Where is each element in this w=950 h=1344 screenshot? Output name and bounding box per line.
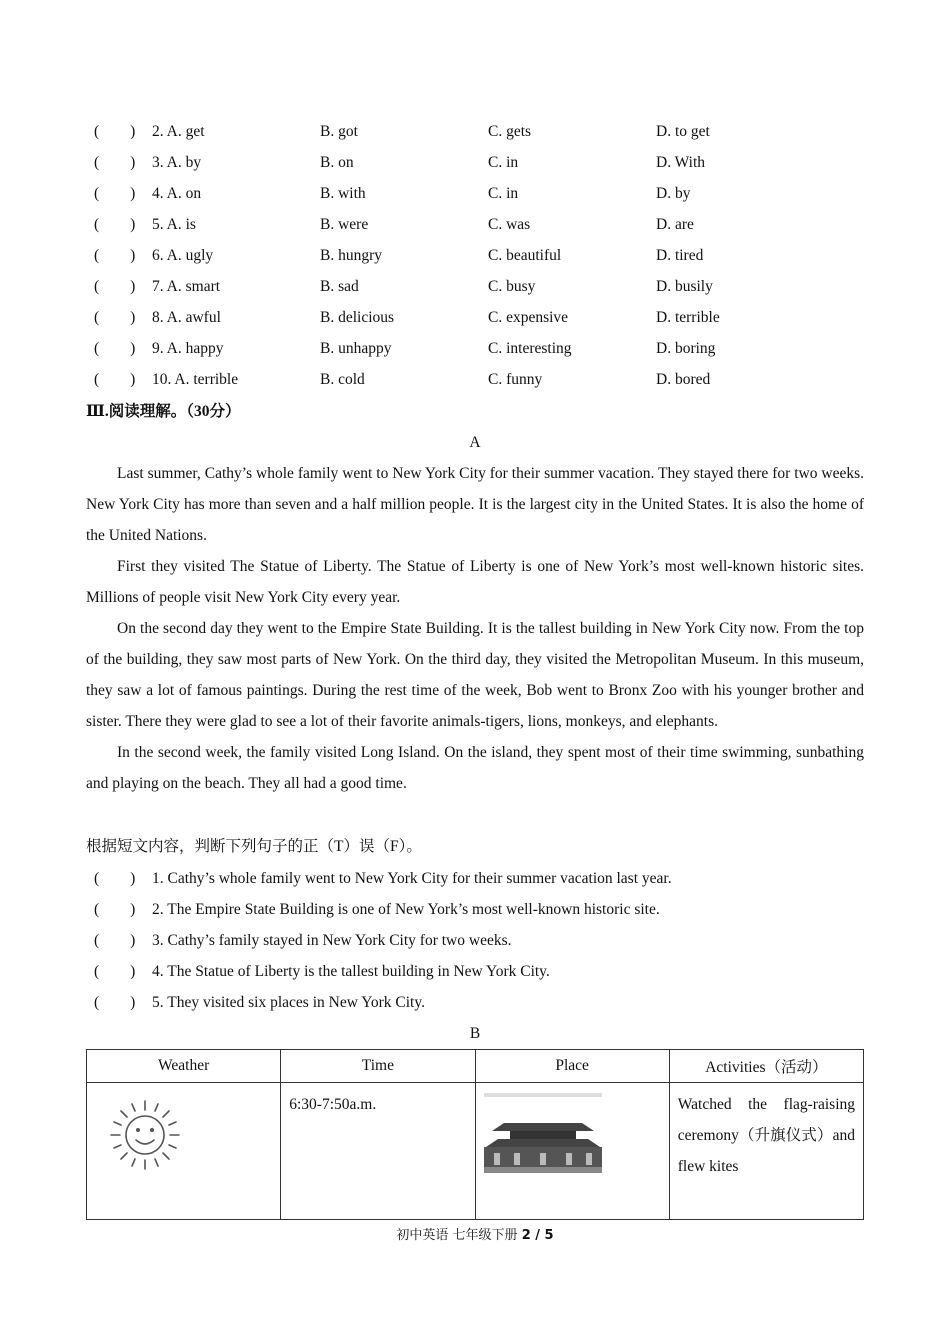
choice-row — [86, 364, 866, 395]
choice-d: D. busily — [656, 278, 713, 295]
tiananmen-image — [484, 1093, 602, 1173]
choice-b: B. sad — [320, 278, 359, 295]
choice-row — [86, 116, 866, 147]
question-text: 1. Cathy’s whole family went to New York City for their summer vacation last year. — [152, 870, 672, 887]
paragraph: On the second day they went to the Empire State Building. It is the tallest building in New York City now. From the top of the building, they saw most parts of New York. On the third day, they visited the Metropolitan Museum. In this museum, they saw a lot of famous paintings. During the rest time of the week, Bob went to Bronx Zoo with his younger brother and sister. There they were glad to see a lot of their favorite animals-tigers, lions, monkeys, and elephants. — [86, 620, 864, 730]
choice-d: D. tired — [656, 247, 704, 264]
answer-blank[interactable]: ( ) — [94, 309, 136, 326]
paragraph: Last summer, Cathy’s whole family went to New York City for their summer vacation. They stayed there for two weeks. New York City has more than seven and a half million people. It is the largest city in the United States. It is also the home of the United Nations. — [86, 465, 864, 544]
choice-b: B. hungry — [320, 247, 382, 264]
header-weather: Weather — [87, 1050, 281, 1083]
footer-subject: 初中英语 七年级下册 — [396, 1228, 522, 1243]
choice-a: 10. A. terrible — [152, 371, 239, 388]
header-time: Time — [281, 1050, 475, 1083]
choice-row — [86, 240, 866, 271]
choice-c: C. interesting — [488, 340, 572, 357]
choice-row — [86, 333, 866, 364]
paragraph: In the second week, the family visited Long Island. On the island, they spent most of their time swimming, sunbathing and playing on the beach. They all had a good time. — [86, 744, 864, 792]
page-number: 2 / 5 — [521, 1228, 554, 1243]
choice-row — [86, 209, 866, 240]
table-row — [87, 1083, 864, 1220]
answer-blank[interactable]: ( ) — [94, 901, 136, 918]
choice-d: D. With — [656, 154, 706, 171]
answer-blank[interactable]: ( ) — [94, 123, 136, 140]
choice-c: C. was — [488, 216, 531, 233]
choice-row — [86, 271, 866, 302]
choice-c: C. in — [488, 185, 519, 202]
choice-row — [86, 302, 866, 333]
choice-b: B. got — [320, 123, 358, 140]
answer-blank[interactable]: ( ) — [94, 154, 136, 171]
choice-row — [86, 147, 866, 178]
choice-d: D. by — [656, 185, 691, 202]
choice-a: 8. A. awful — [152, 309, 221, 326]
answer-blank[interactable]: ( ) — [94, 247, 136, 264]
choice-c: C. beautiful — [488, 247, 562, 264]
choice-d: D. are — [656, 216, 694, 233]
choice-a: 9. A. happy — [152, 340, 224, 357]
sun-icon — [105, 1095, 185, 1175]
question-text: 3. Cathy’s family stayed in New York City for two weeks. — [152, 932, 512, 949]
answer-blank[interactable]: ( ) — [94, 216, 136, 233]
activities-cell: Watched the flag-raising ceremony（升旗仪式）and flew kites — [669, 1083, 863, 1220]
choice-a: 4. A. on — [152, 185, 202, 202]
passage-a-label: A — [469, 434, 481, 451]
choice-row — [86, 178, 866, 209]
choice-a: 2. A. get — [152, 123, 205, 140]
instruction: 根据短文内容，判断下列句子的正（T）误（F）。 — [86, 838, 422, 855]
time-cell: 6:30-7:50a.m. — [281, 1083, 475, 1220]
choice-b: B. cold — [320, 371, 365, 388]
question-text: 4. The Statue of Liberty is the tallest building in New York City. — [152, 963, 550, 980]
choice-b: B. were — [320, 216, 369, 233]
choice-b: B. with — [320, 185, 366, 202]
choice-d: D. boring — [656, 340, 716, 357]
choice-a: 7. A. smart — [152, 278, 221, 295]
page-footer — [0, 1226, 950, 1246]
question-text: 5. They visited six places in New York City. — [152, 994, 425, 1011]
choice-c: C. in — [488, 154, 519, 171]
weather-cell — [87, 1083, 281, 1220]
answer-blank[interactable]: ( ) — [94, 278, 136, 295]
choice-b: B. unhappy — [320, 340, 392, 357]
paragraph: First they visited The Statue of Liberty. The Statue of Liberty is one of New York’s most well-known historic sites. Millions of people visit New York City every year. — [86, 558, 864, 606]
answer-blank[interactable]: ( ) — [94, 371, 136, 388]
choice-c: C. busy — [488, 278, 536, 295]
passage-b-label: B — [469, 1025, 481, 1042]
table-header-row — [87, 1050, 864, 1083]
answer-blank[interactable]: ( ) — [94, 963, 136, 980]
answer-blank[interactable]: ( ) — [94, 932, 136, 949]
header-activities: Activities（活动） — [669, 1050, 863, 1083]
choice-d: D. bored — [656, 371, 711, 388]
answer-blank[interactable]: ( ) — [94, 340, 136, 357]
choice-a: 3. A. by — [152, 154, 202, 171]
choice-d: D. terrible — [656, 309, 720, 326]
choice-b: B. on — [320, 154, 354, 171]
choice-d: D. to get — [656, 123, 710, 140]
choice-b: B. delicious — [320, 309, 395, 326]
choice-c: C. funny — [488, 371, 543, 388]
choice-c: C. gets — [488, 123, 532, 140]
choice-c: C. expensive — [488, 309, 569, 326]
choice-a: 5. A. is — [152, 216, 196, 233]
schedule-table — [86, 1049, 864, 1220]
passage-a — [86, 458, 864, 799]
answer-blank[interactable]: ( ) — [94, 994, 136, 1011]
answer-blank[interactable]: ( ) — [94, 870, 136, 887]
header-place: Place — [475, 1050, 669, 1083]
choice-a: 6. A. ugly — [152, 247, 214, 264]
answer-blank[interactable]: ( ) — [94, 185, 136, 202]
question-text: 2. The Empire State Building is one of New York’s most well-known historic site. — [152, 901, 660, 918]
section-title: Ⅲ.阅读理解。（30分） — [86, 403, 241, 420]
place-cell — [475, 1083, 669, 1220]
